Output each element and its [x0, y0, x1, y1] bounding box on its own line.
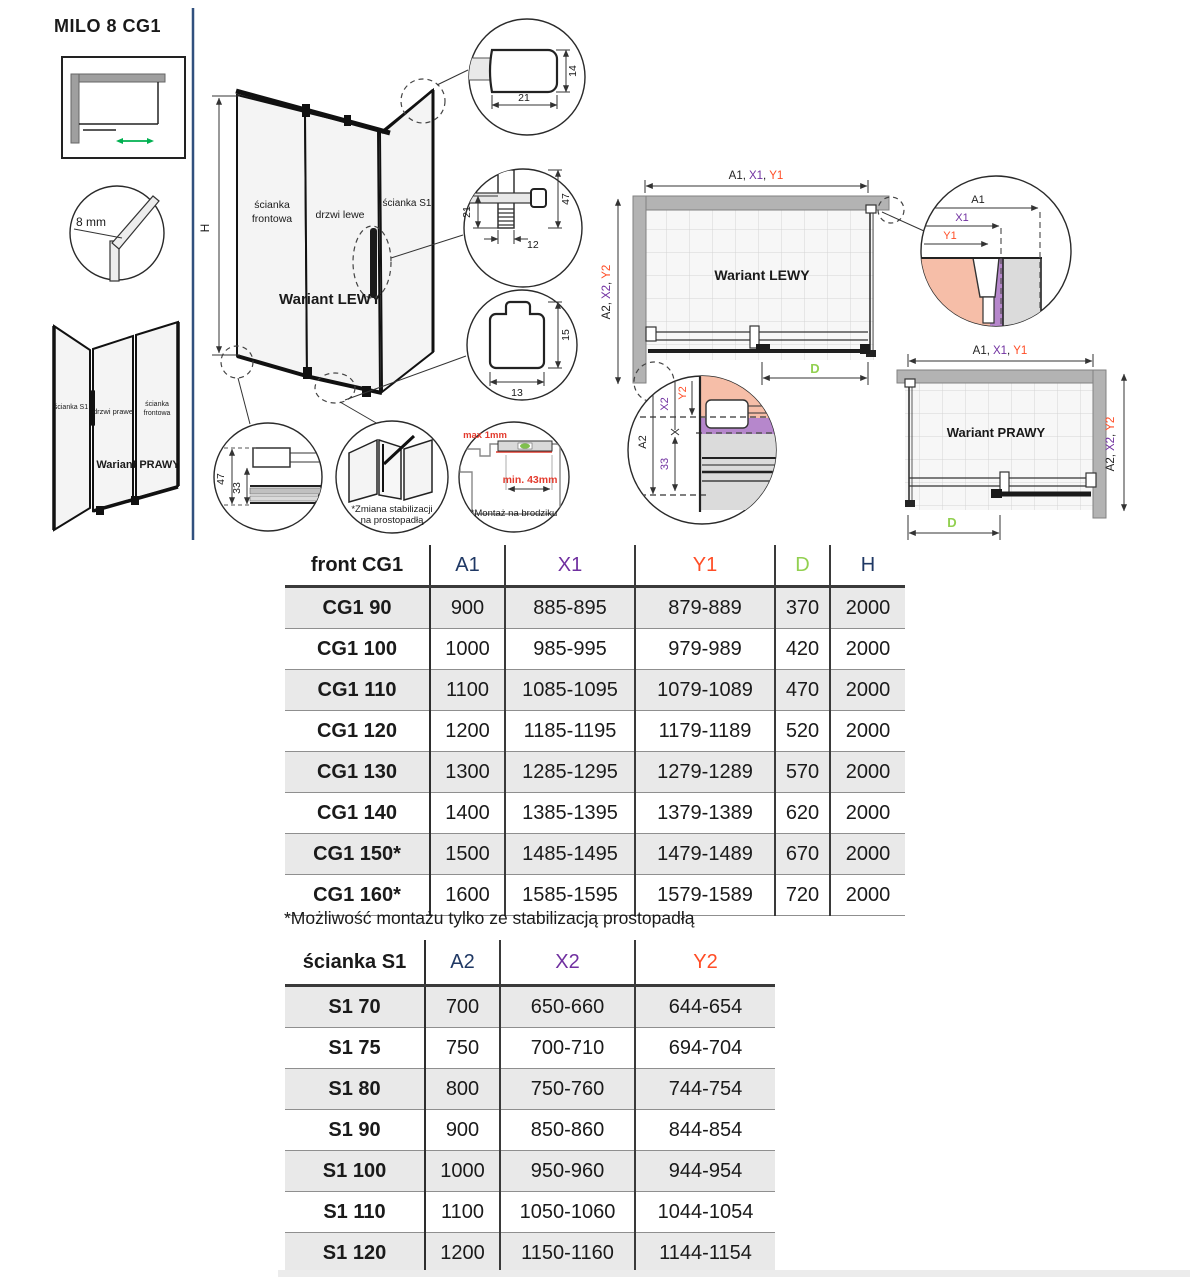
dim-21-side: 21 [461, 206, 473, 218]
column-header: A2 [425, 940, 500, 986]
detail-bottom-rail [467, 290, 577, 400]
detail-lewy-bottom [628, 374, 780, 524]
column-header: front CG1 [285, 545, 430, 587]
height-dimension [198, 96, 240, 355]
detail-wall-bracket [461, 169, 582, 287]
dim-33-profile: 33 [231, 482, 243, 494]
table-cell: S1 110 [285, 1192, 425, 1233]
table-cell: 879-889 [635, 587, 775, 629]
prawy-wall-s1-label: ścianka S1 [53, 404, 89, 411]
table-cell: CG1 140 [285, 793, 430, 834]
plan-prawy-top-dim: A1, X1, Y1 [972, 345, 1028, 357]
table-cell: 1200 [430, 711, 505, 752]
column-header: Y1 [635, 545, 775, 587]
plan-lewy [601, 170, 924, 412]
table-cell: S1 100 [285, 1151, 425, 1192]
corner-x1-label: X1 [955, 212, 969, 224]
bottom-33-label: 33 [659, 457, 671, 471]
column-header: Y2 [635, 940, 775, 986]
table-cell: 844-854 [635, 1110, 775, 1151]
dim-13: 13 [511, 387, 523, 399]
table-cell: S1 120 [285, 1233, 425, 1274]
variant-lewy-3d [198, 70, 468, 424]
dim-14: 14 [567, 65, 579, 77]
bottom-a2-label: A2 [637, 435, 649, 449]
table-cell: 1185-1195 [505, 711, 635, 752]
detail-tray-mounting [459, 422, 569, 532]
table-cell: 1000 [425, 1151, 500, 1192]
table-row [285, 793, 905, 834]
table-row [285, 834, 905, 875]
table-front-cg1 [285, 545, 905, 916]
table-cell: 985-995 [505, 629, 635, 670]
table-cell: CG1 160* [285, 875, 430, 916]
table-cell: 1100 [425, 1192, 500, 1233]
table-cell: 470 [775, 670, 830, 711]
table-cell: 850-860 [500, 1110, 635, 1151]
dim-15: 15 [560, 329, 572, 341]
table-cell: S1 70 [328, 995, 381, 1018]
table-cell: 750-760 [500, 1069, 635, 1110]
table-header-row [285, 545, 905, 587]
table-cell: 1400 [430, 793, 505, 834]
table-row [285, 1151, 775, 1192]
detail-top-profile [460, 19, 585, 135]
prawy-front-label-2: frontowa [143, 410, 171, 417]
column-header: H [830, 545, 905, 587]
table-header-row [285, 940, 775, 986]
table-cell: 950-960 [500, 1151, 635, 1192]
table-cell: 1085-1095 [505, 670, 635, 711]
table-cell: S1 80 [285, 1069, 425, 1110]
table-row [285, 670, 905, 711]
table-cell: 2000 [830, 711, 905, 752]
max-gap-label: max 1mm [463, 430, 507, 441]
table-row [285, 752, 905, 793]
dim-47-bracket: 47 [560, 193, 572, 205]
table-cell: 1500 [430, 834, 505, 875]
table-cell: 1585-1595 [505, 875, 635, 916]
table-cell: 1200 [425, 1233, 500, 1274]
column-header: ścianka S1 [285, 940, 425, 986]
table-cell: 2000 [830, 587, 905, 629]
table-cell: 1144-1154 [635, 1233, 775, 1274]
table-cell: CG1 130 [285, 752, 430, 793]
lewy-front-label-2: frontowa [251, 213, 293, 225]
technical-drawings [0, 0, 1200, 545]
table-cell: 1279-1289 [635, 752, 775, 793]
table-row [285, 1110, 775, 1151]
table-cell: CG1 120 [285, 711, 430, 752]
table-row [285, 629, 905, 670]
table-cell: 2000 [830, 875, 905, 916]
plan-prawy-caption: Wariant PRAWY [946, 425, 1046, 440]
table-cell: 944-954 [635, 1151, 775, 1192]
table-cell: 644-654 [635, 986, 775, 1028]
table-row [285, 587, 905, 629]
table-scianka-s1 [285, 940, 775, 1274]
table-row [285, 1028, 775, 1069]
plan-lewy-caption: Wariant LEWY [714, 267, 810, 283]
sliding-direction-icon [62, 57, 185, 158]
table-cell: 2000 [830, 793, 905, 834]
plan-lewy-left-dim: A2,X2,Y2 [601, 264, 613, 320]
table-cell: 370 [775, 587, 830, 629]
table-cell: S1 90 [285, 1110, 425, 1151]
page-title: MILO 8 CG1 [54, 16, 162, 36]
bottom-strip [278, 1270, 1190, 1277]
detail-bottom-profile [214, 423, 324, 531]
height-label: H [198, 223, 212, 233]
column-header: D [775, 545, 830, 587]
lewy-wall-s1-label: ścianka S1 [382, 198, 432, 209]
table-cell: 2000 [830, 752, 905, 793]
table-cell: 700 [425, 986, 500, 1028]
table-cell: 694-704 [635, 1028, 775, 1069]
table-cell: 1300 [430, 752, 505, 793]
column-header: X1 [505, 545, 635, 587]
detail-stabilizer [336, 421, 448, 533]
table-cell: 1179-1189 [635, 711, 775, 752]
table-cell: 979-989 [635, 629, 775, 670]
table-cell: 900 [430, 587, 505, 629]
table-cell: CG1 110 [285, 670, 430, 711]
table-cell: 1479-1489 [635, 834, 775, 875]
table-cell: 1385-1395 [505, 793, 635, 834]
dim-12: 12 [527, 239, 539, 251]
variant-prawy-3d [54, 322, 180, 530]
lewy-caption: Wariant LEWY [279, 291, 381, 308]
table-cell: 800 [425, 1069, 500, 1110]
table-cell: S1 75 [285, 1028, 425, 1069]
column-header: X2 [500, 940, 635, 986]
table-cell: 2000 [830, 670, 905, 711]
table-cell: 1579-1589 [635, 875, 775, 916]
tray-note-label: *Montaż na brodziku [470, 508, 558, 519]
table-cell: 420 [775, 629, 830, 670]
table-cell: 744-754 [635, 1069, 775, 1110]
table-cell: 1050-1060 [500, 1192, 635, 1233]
table-cell: 720 [775, 875, 830, 916]
dim-47-profile: 47 [215, 473, 227, 485]
detail-lewy-corner [918, 176, 1071, 338]
prawy-door-label: drzwi prawe [92, 407, 134, 416]
table-cell: 570 [775, 752, 830, 793]
table-row [285, 986, 775, 1028]
corner-y1-label: Y1 [943, 230, 957, 242]
table-cell: CG1 100 [285, 629, 430, 670]
table-cell: 1100 [430, 670, 505, 711]
bottom-x2-label: X2 [659, 397, 671, 411]
column-header: A1 [430, 545, 505, 587]
min-width-label: min. 43mm [502, 474, 558, 486]
table-row [285, 711, 905, 752]
plan-prawy-right-dim: A2,X2,Y2 [1105, 416, 1117, 472]
table-cell: 1485-1495 [505, 834, 635, 875]
plan-lewy-d-label: D [810, 361, 820, 376]
table-row [285, 1233, 775, 1274]
table-cell: 1600 [430, 875, 505, 916]
plan-prawy-d-label: D [947, 515, 957, 530]
table-cell: 2000 [830, 629, 905, 670]
table-cell: 885-895 [505, 587, 635, 629]
table-cell: 1285-1295 [505, 752, 635, 793]
dim-21-top: 21 [518, 92, 530, 104]
prawy-front-label-1: ścianka [145, 401, 169, 408]
table-cell: 1379-1389 [635, 793, 775, 834]
glass-thickness-detail [70, 186, 164, 281]
table-cell: 1000 [430, 629, 505, 670]
table-cell: 750 [425, 1028, 500, 1069]
table-cell: 650-660 [500, 986, 635, 1028]
table-cell: CG1 150* [285, 834, 430, 875]
table-cell: CG1 90 [322, 596, 392, 619]
table-cell: 1079-1089 [635, 670, 775, 711]
table-cell: 1044-1054 [635, 1192, 775, 1233]
table-cell: 1150-1160 [500, 1233, 635, 1274]
table-cell: 620 [775, 793, 830, 834]
corner-a1-label: A1 [971, 194, 985, 206]
table-cell: 520 [775, 711, 830, 752]
table-row [285, 1192, 775, 1233]
lewy-door-label: drzwi lewe [315, 209, 365, 221]
table-cell: 700-710 [500, 1028, 635, 1069]
plan-lewy-top-dim: A1, X1, Y1 [728, 170, 784, 182]
stabilizer-note-line2: na prostopadłą [360, 515, 424, 526]
bottom-y2-label: Y2 [677, 386, 689, 400]
table-cell: 900 [425, 1110, 500, 1151]
lewy-front-label-1: ścianka [254, 199, 290, 211]
stabilizer-note-line1: *Zmiana stabilizacji [351, 504, 433, 515]
glass-thickness-label: 8 mm [76, 215, 106, 229]
prawy-caption: Wariant PRAWY [96, 459, 180, 471]
table-row [285, 1069, 775, 1110]
plan-prawy [897, 345, 1124, 540]
table-cell: 670 [775, 834, 830, 875]
footnote: *Możliwość montażu tylko ze stabilizacją prostopadłą [284, 908, 695, 928]
table-cell: 2000 [830, 834, 905, 875]
